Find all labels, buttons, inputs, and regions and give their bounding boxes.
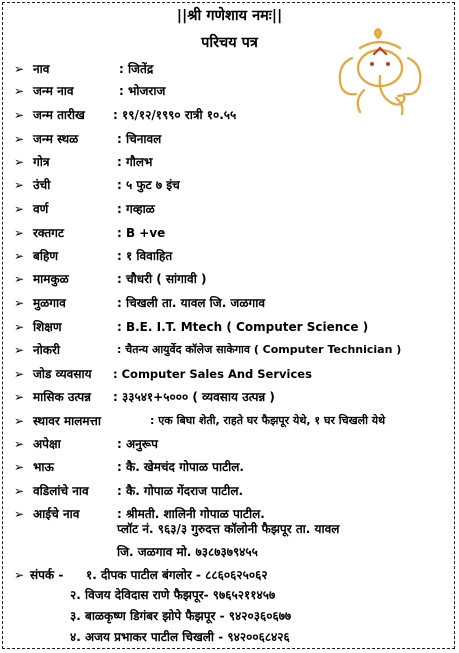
bullet-icon: ➢ xyxy=(14,226,25,240)
bullet-icon: ➢ xyxy=(14,249,25,263)
field-value: : कै. खेमचंद गोपाळ पाटील. xyxy=(117,460,244,474)
bullet-icon: ➢ xyxy=(14,202,25,216)
bullet-icon: ➢ xyxy=(14,437,25,451)
contact-entry: २. विजय देविदास राणे फैझपूर- ९७६५२११४५७ xyxy=(70,588,276,602)
bullet-icon: ➢ xyxy=(14,296,25,310)
bullet-icon: ➢ xyxy=(14,272,25,286)
field-value: : एक बिघा शेती, राहते घर फैझपूर येथे, १ घर चिखली येथे xyxy=(150,414,386,427)
field-value: : श्रीमती. शालिनी गोपाळ पाटील. xyxy=(117,507,265,521)
field-value: : B.E. I.T. Mtech ( Computer Science ) xyxy=(117,320,369,334)
field-label: जोड व्यवसाय xyxy=(33,367,92,381)
field-value: : ३३५४१+५००० ( व्यवसाय उत्पन्न ) xyxy=(113,390,275,404)
bullet-icon: ➢ xyxy=(14,320,25,334)
field-value: : गव्हाळ xyxy=(117,202,155,216)
field-value: : अनुरूप xyxy=(117,437,158,451)
invocation-heading: ||श्री गणेशाय नमः|| xyxy=(176,8,283,24)
bullet-icon: ➢ xyxy=(14,62,25,76)
field-label: मामकुळ xyxy=(33,272,69,286)
field-label: आईचे नाव xyxy=(33,507,80,521)
address-line: प्लॉट नं. ९६३/३ गुरुदत्त कॉलोनी फैझपूर ता. यावल xyxy=(117,522,340,536)
field-label: मासिक उत्पन्न xyxy=(33,390,92,404)
field-label: अपेक्षा xyxy=(33,437,61,451)
field-label: वर्ण xyxy=(33,202,49,216)
bullet-icon: ➢ xyxy=(14,84,25,98)
bullet-icon: ➢ xyxy=(14,178,25,192)
field-label: जन्म नाव xyxy=(33,84,74,98)
field-label: शिक्षण xyxy=(33,320,62,334)
bullet-icon: ➢ xyxy=(14,132,25,146)
contact-label: संपर्क - xyxy=(30,568,64,582)
field-value: : ५ फुट ७ इंच xyxy=(117,178,180,192)
field-value: : B +ve xyxy=(117,226,166,240)
field-label: नाव xyxy=(33,62,50,76)
field-label: भाऊ xyxy=(33,460,54,474)
field-value: : भोजराज xyxy=(119,84,166,98)
bullet-icon: ➢ xyxy=(14,108,25,122)
page-title: परिचय पत्र xyxy=(201,35,258,51)
field-label: मुळगाव xyxy=(33,296,66,310)
field-label: गोत्र xyxy=(33,155,50,169)
field-label: जन्म स्थळ xyxy=(33,132,79,146)
bullet-icon: ➢ xyxy=(14,155,25,169)
bullet-icon: ➢ xyxy=(14,390,25,404)
bullet-icon: ➢ xyxy=(14,568,25,582)
contact-section xyxy=(0,564,459,586)
field-label: स्थावर मालमत्ता xyxy=(33,414,101,428)
field-label: वडिलांचे नाव xyxy=(33,484,89,498)
field-label: बहिण xyxy=(33,249,59,263)
bullet-icon: ➢ xyxy=(14,460,25,474)
ganesha-icon xyxy=(320,28,440,120)
field-label: उंची xyxy=(33,178,51,192)
bullet-icon: ➢ xyxy=(14,484,25,498)
field-value: : गौलभ xyxy=(117,155,153,169)
bullet-icon: ➢ xyxy=(14,367,25,381)
field-label: रक्तगट xyxy=(33,226,64,240)
address-line: जि. जळगाव मो. ७३८७३७९४५५ xyxy=(117,545,258,559)
field-value: : चैतन्य आयुर्वेद कॉलेज साकेगाव ( Computer Technician ) xyxy=(117,343,402,356)
contact-entry: ४. अजय प्रभाकर पाटील चिखली - ९४२००६८४२६ xyxy=(70,630,290,644)
field-label: नोकरी xyxy=(33,343,61,357)
contact-entry: १. दीपक पाटील बंगलोर - ८८६०६२५०६२ xyxy=(86,568,268,582)
field-value: : जितेंद्र xyxy=(119,62,154,76)
field-value: : Computer Sales And Services xyxy=(113,367,312,381)
bullet-icon: ➢ xyxy=(14,414,25,428)
field-value: : १९/१२/१९९० रात्री १०.५५ xyxy=(113,108,237,122)
bullet-icon: ➢ xyxy=(14,343,25,357)
field-value: : चिखली ता. यावल जि. जळगाव xyxy=(117,296,265,310)
field-value: : कै. गोपाळ गेंदराज पाटील. xyxy=(117,484,244,498)
contact-entry: ३. बाळकृष्ण डिगंबर झोपे फैझपूर - ९४२०३६०६७७ xyxy=(70,609,292,623)
field-label: जन्म तारीख xyxy=(33,108,85,122)
field-value: : १ विवाहित xyxy=(117,249,173,263)
field-value: : चौधरी ( सांगावी ) xyxy=(117,272,207,286)
field-value: : चिनावल xyxy=(117,132,162,146)
bullet-icon: ➢ xyxy=(14,507,25,521)
